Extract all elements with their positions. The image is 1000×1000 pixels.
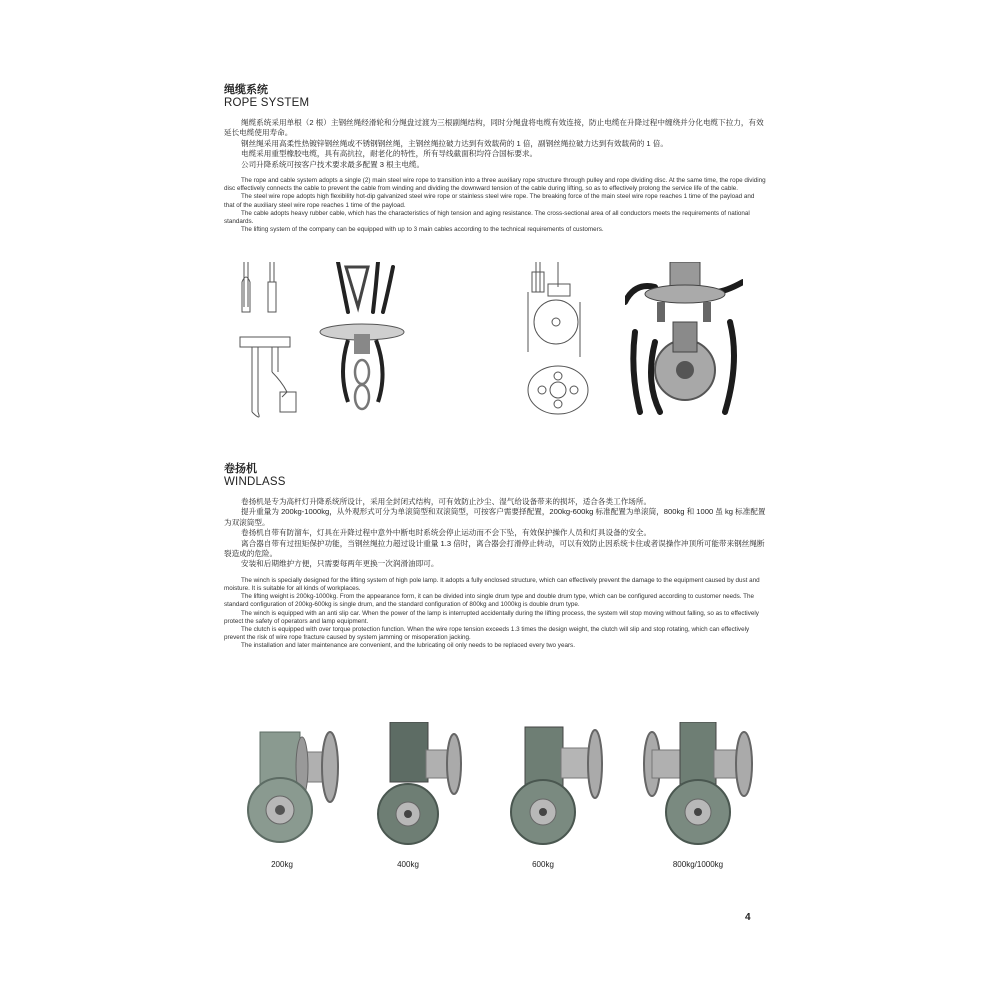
rope-system-section (224, 84, 766, 234)
windlass-section (224, 463, 766, 651)
rope-en-p1: The rope and cable system adopts a single (2) main steel wire rope to transition into a three auxiliary rope structure through pulley and rope dividing disc. At the same time, the rope dividing disc effectively connects the cable to prevent the cable from winding and dividing the downward tension of the cable during lifting, so as to effectively prolong the service life of the cable. (224, 177, 766, 193)
rope-system-title-zh: 绳缆系统 (224, 84, 268, 96)
caption-600kg: 600kg (532, 860, 554, 869)
rope-drawing-hook (232, 262, 302, 422)
windlass-en-p5: The installation and later maintenance are convenient, and the lubricating oil only needs to be replaced every two years. (241, 642, 575, 650)
rope-en-p3: The cable adopts heavy rubber cable, which has the characteristics of high tension and aging resistance. The cross-sectional area of all conductors meets the requirements of national standards. (224, 209, 750, 226)
rope-system-title-en: ROPE SYSTEM (224, 97, 310, 109)
rope-zh-p1: 绳缆系统采用单根（2 根）主钢丝绳经滑轮和分绳盘过渡为三根副绳结构，同时分绳盘将电缆有效连接，防止电缆在升降过程中缠绕并分化电缆下拉力，有效延长电缆使用寿命。 (224, 118, 764, 138)
windlass-en-p1: The winch is specially designed for the lifting system of high pole lamp. It adopts a fully enclosed structure, which can effectively prevent the damage to the equipment caused by dust and moisture. It is suitable for all kinds of workplaces. (224, 576, 760, 593)
rope-zh-p2: 钢丝绳采用高柔性热镀锌钢丝绳或不锈钢钢丝绳，主钢丝绳拉破力达到有效载荷的 1 倍，副钢丝绳拉破力达到有效载荷的 1 倍。 (241, 138, 668, 148)
windlass-en-p2: The lifting weight is 200kg-1000kg. From the appearance form, it can be divided into single drum type and double drum type, which can be configured according to customer needs. The standard configuration of 200kg-600kg is single drum, and the standard configuration of 800kg and 1000kg is double drum type. (224, 593, 755, 609)
windlass-zh-p5: 安装和后期维护方便，只需要每两年更换一次润滑油即可。 (241, 559, 439, 569)
winch-photo-600kg (505, 722, 610, 847)
windlass-en-p4: The clutch is equipped with over torque protection function. When the wire rope tension exceeds 1.3 times the design weight, the clutch will slip and stop rotating, which can effectively prevent the risk of wire rope fracture caused by system jamming or misoperation jacking. (224, 626, 750, 642)
winch-photo-200kg (240, 722, 345, 847)
rope-zh-p3: 电缆采用重型橡胶电缆，具有高抗拉，耐老化的特性，所有导线截面积均符合国标要求。 (241, 149, 538, 159)
windlass-zh-p3: 卷扬机自带有防溜车，灯具在升降过程中意外中断电时系统会停止运动而不会下坠，有效保护操作人员和灯具设备的安全。 (241, 528, 652, 538)
rope-photo-divider (318, 262, 406, 420)
winch-photo-400kg (372, 722, 467, 847)
windlass-zh-p2: 提升重量为 200kg-1000kg，从外观形式可分为单滚筒型和双滚筒型，可按客户需要择配置，200kg-600kg 标准配置为单滚筒，800kg 和 1000 虽 kg 标准配置为双滚筒型。 (224, 507, 766, 527)
caption-200kg: 200kg (271, 860, 293, 869)
windlass-zh-p4: 离合器自带有过扭矩保护功能，当钢丝绳拉力超过设计重量 1.3 倍时，离合器会打滑停止转动，可以有效防止因系统卡住或者误操作冲顶所可能带来钢丝绳断裂造成的危险。 (224, 538, 765, 559)
rope-drawing-pulley (518, 262, 600, 422)
windlass-title-en: WINDLASS (224, 476, 286, 488)
rope-en-p4: The lifting system of the company can be equipped with up to 3 main cables according to the technical requirements of customers. (241, 226, 604, 234)
windlass-zh-p1: 卷扬机是专为高杆灯升降系统所设计，采用全封闭式结构，可有效防止沙尘、湿气给设备带来的损坏，适合各类工作场所。 (241, 497, 652, 506)
caption-800-1000kg: 800kg/1000kg (672, 860, 724, 869)
windlass-en-p3: The winch is equipped with an anti slip car. When the power of the lamp is interrupted accidentally during the lifting process, the system will stop moving without falling, so as to effectively protect the safety of operators and lamp equipment. (224, 609, 759, 625)
windlass-title-zh: 卷扬机 (224, 463, 257, 475)
page-number: 4 (745, 912, 751, 923)
rope-en-p2: The steel wire rope adopts high flexibility hot-dip galvanized steel wire rope or stainless steel wire rope. The breaking force of the main steel wire rope reaches 1 time of the payload and that of the auxiliary steel wire rope reaches 1 time of the payload. (224, 193, 755, 209)
caption-400kg: 400kg (397, 860, 419, 869)
rope-zh-p4: 公司升降系统可按客户技术要求最多配置 3 根主电缆。 (241, 159, 425, 169)
winch-photo-800-1000kg (640, 722, 758, 847)
rope-photo-pulley (625, 262, 743, 417)
